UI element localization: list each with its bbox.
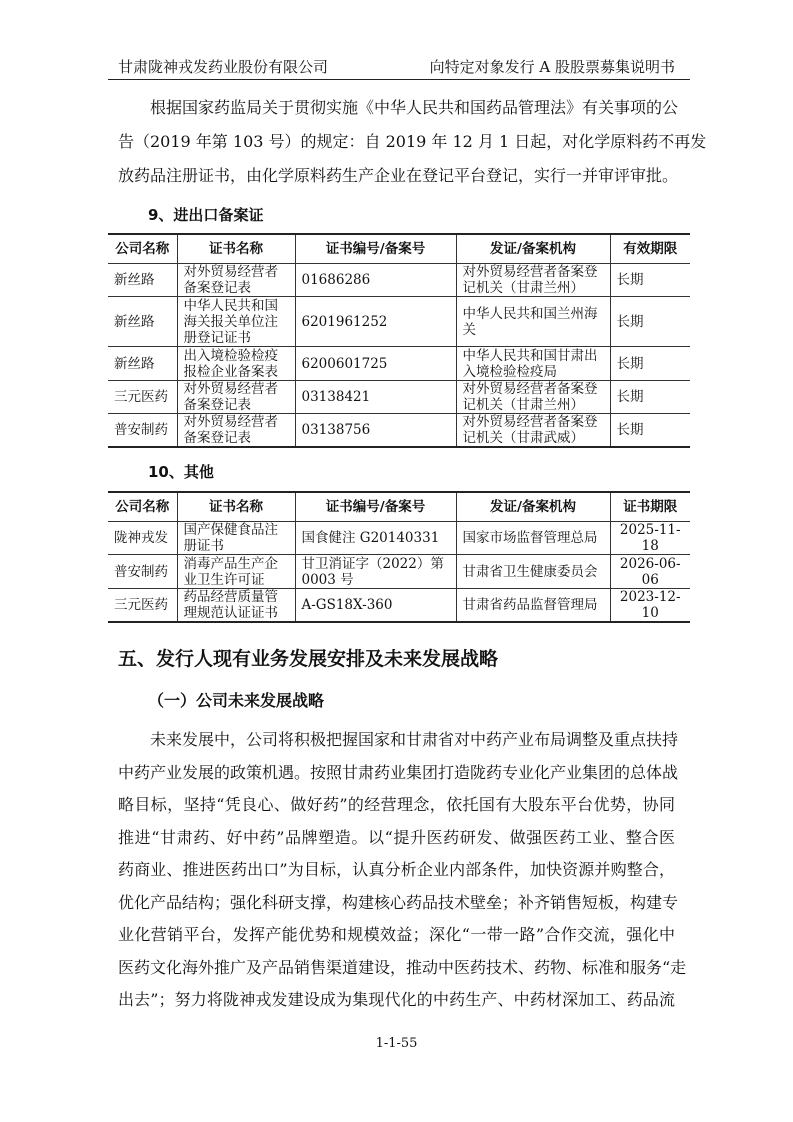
other-certificates-table — [108, 491, 690, 623]
text-line: 未来发展中，公司将积极把握国家和甘肃省对中药产业布局调整及重点扶持 — [150, 730, 679, 749]
table-cell: 03138756 — [295, 414, 456, 448]
header-company: 甘肃陇神戎发药业股份有限公司 — [118, 58, 329, 76]
table-cell: 普安制药 — [108, 414, 177, 448]
column-header: 证书名称 — [177, 234, 295, 264]
table-cell: 三元医药 — [108, 381, 177, 414]
column-header: 证书编号/备案号 — [295, 234, 456, 264]
table-cell: 国食健注 G20140331 — [295, 522, 456, 555]
table-cell: 长期 — [610, 297, 690, 347]
text-line: 告（2019 年第 103 号）的规定：自 2019 年 12 月 1 日起，对化学原料药不再发 — [118, 132, 707, 151]
table-cell: 对外贸易经营者备案登记表 — [177, 381, 295, 414]
table-cell: 中华人民共和国甘肃出入境检验检疫局 — [456, 347, 610, 381]
table-cell: 对外贸易经营者备案登记机关（甘肃武威） — [456, 414, 610, 448]
table-cell: 长期 — [610, 347, 690, 381]
table-row — [108, 381, 690, 414]
text-line: 放药品注册证书，由化学原料药生产企业在登记平台登记，实行一并审评审批。 — [118, 166, 679, 185]
table-cell: 三元医药 — [108, 589, 177, 623]
page-number: 1-1-55 — [375, 1036, 418, 1051]
text-line: 推进“甘肃药、好中药”品牌塑造。以“提升医药研发、做强医药工业、整合医 — [118, 827, 675, 847]
table-row — [108, 297, 690, 347]
table-cell: 甘肃省药品监督管理局 — [456, 589, 610, 623]
table-cell: 出入境检验检疫报检企业备案表 — [177, 347, 295, 381]
column-header: 公司名称 — [108, 492, 177, 522]
table-cell: 甘肃省卫生健康委员会 — [456, 555, 610, 589]
table-cell: 陇神戎发 — [108, 522, 177, 555]
column-header: 发证/备案机构 — [456, 234, 610, 264]
table-cell: 2026-06-06 — [610, 555, 690, 589]
import-export-certificates-table — [108, 233, 690, 448]
table-row — [108, 589, 690, 623]
table-row — [108, 264, 690, 297]
text-line: 中药产业发展的政策机遇。按照甘肃药业集团打造陇药专业化产业集团的总体战 — [118, 762, 679, 782]
table-cell: 国家市场监督管理总局 — [456, 522, 610, 555]
column-header: 证书名称 — [177, 492, 295, 522]
table-cell: 2025-11-18 — [610, 522, 690, 555]
table-cell: 6201961252 — [295, 297, 456, 347]
table-row — [108, 555, 690, 589]
column-header: 公司名称 — [108, 234, 177, 264]
text-line: 优化产品结构；强化科研支撑，构建核心药品技术壁垒；补齐销售短板，构建专 — [118, 892, 679, 912]
header-divider — [108, 79, 690, 80]
text-line: 略目标，坚持“凭良心、做好药”的经营理念，依托国有大股东平台优势，协同 — [118, 795, 675, 814]
table-cell: 01686286 — [295, 264, 456, 297]
table-cell: 对外贸易经营者备案登记机关（甘肃兰州） — [456, 381, 610, 414]
table-cell: 对外贸易经营者备案登记表 — [177, 264, 295, 297]
sub-heading: （一）公司未来发展战略 — [148, 691, 325, 710]
table-cell: 03138421 — [295, 381, 456, 414]
table-cell: 长期 — [610, 264, 690, 297]
header-doc-title: 向特定对象发行 A 股股票募集说明书 — [429, 58, 675, 76]
table-row — [108, 522, 690, 555]
table-cell: 对外贸易经营者备案登记表 — [177, 414, 295, 448]
section-heading-10: 10、其他 — [148, 463, 214, 481]
table-cell: 中华人民共和国海关报关单位注册登记证书 — [177, 297, 295, 347]
table-row — [108, 347, 690, 381]
section-heading-9: 9、进出口备案证 — [148, 206, 264, 224]
table-cell: 长期 — [610, 414, 690, 448]
column-header: 发证/备案机构 — [456, 492, 610, 522]
table-cell: 甘卫消证字（2022）第 0003 号 — [295, 555, 456, 589]
table-cell: 消毒产品生产企业卫生许可证 — [177, 555, 295, 589]
table-cell: 药品经营质量管理规范认证证书 — [177, 589, 295, 623]
text-line: 根据国家药监局关于贯彻实施《中华人民共和国药品管理法》有关事项的公 — [150, 98, 679, 117]
text-line: 药商业、推进医药出口”为目标，认真分析企业内部条件，加快资源并购整合， — [118, 860, 675, 879]
table-cell: 新丝路 — [108, 264, 177, 297]
table-cell: 中华人民共和国兰州海关 — [456, 297, 610, 347]
table-cell: 新丝路 — [108, 347, 177, 381]
table-cell: 2023-12-10 — [610, 589, 690, 623]
chapter-heading: 五、发行人现有业务发展安排及未来发展战略 — [118, 648, 499, 670]
table-cell: 对外贸易经营者备案登记机关（甘肃兰州） — [456, 264, 610, 297]
column-header: 证书编号/备案号 — [295, 492, 456, 522]
column-header: 证书期限 — [610, 492, 690, 522]
table-cell: 国产保健食品注册证书 — [177, 522, 295, 555]
table-cell: 普安制药 — [108, 555, 177, 589]
text-line: 出去”；努力将陇神戎发建设成为集现代化的中药生产、中药材深加工、药品流 — [118, 990, 675, 1009]
table-cell: 新丝路 — [108, 297, 177, 347]
text-line: 业化营销平台，发挥产能优势和规模效益；深化“一带一路”合作交流，强化中 — [118, 925, 675, 944]
table-cell: 6200601725 — [295, 347, 456, 381]
column-header: 有效期限 — [610, 234, 690, 264]
text-line: 医药文化海外推广及产品销售渠道建设，推动中医药技术、药物、标准和服务“走 — [118, 957, 687, 977]
table-row — [108, 414, 690, 448]
table-cell: 长期 — [610, 381, 690, 414]
table-cell: A-GS18X-360 — [295, 589, 456, 623]
